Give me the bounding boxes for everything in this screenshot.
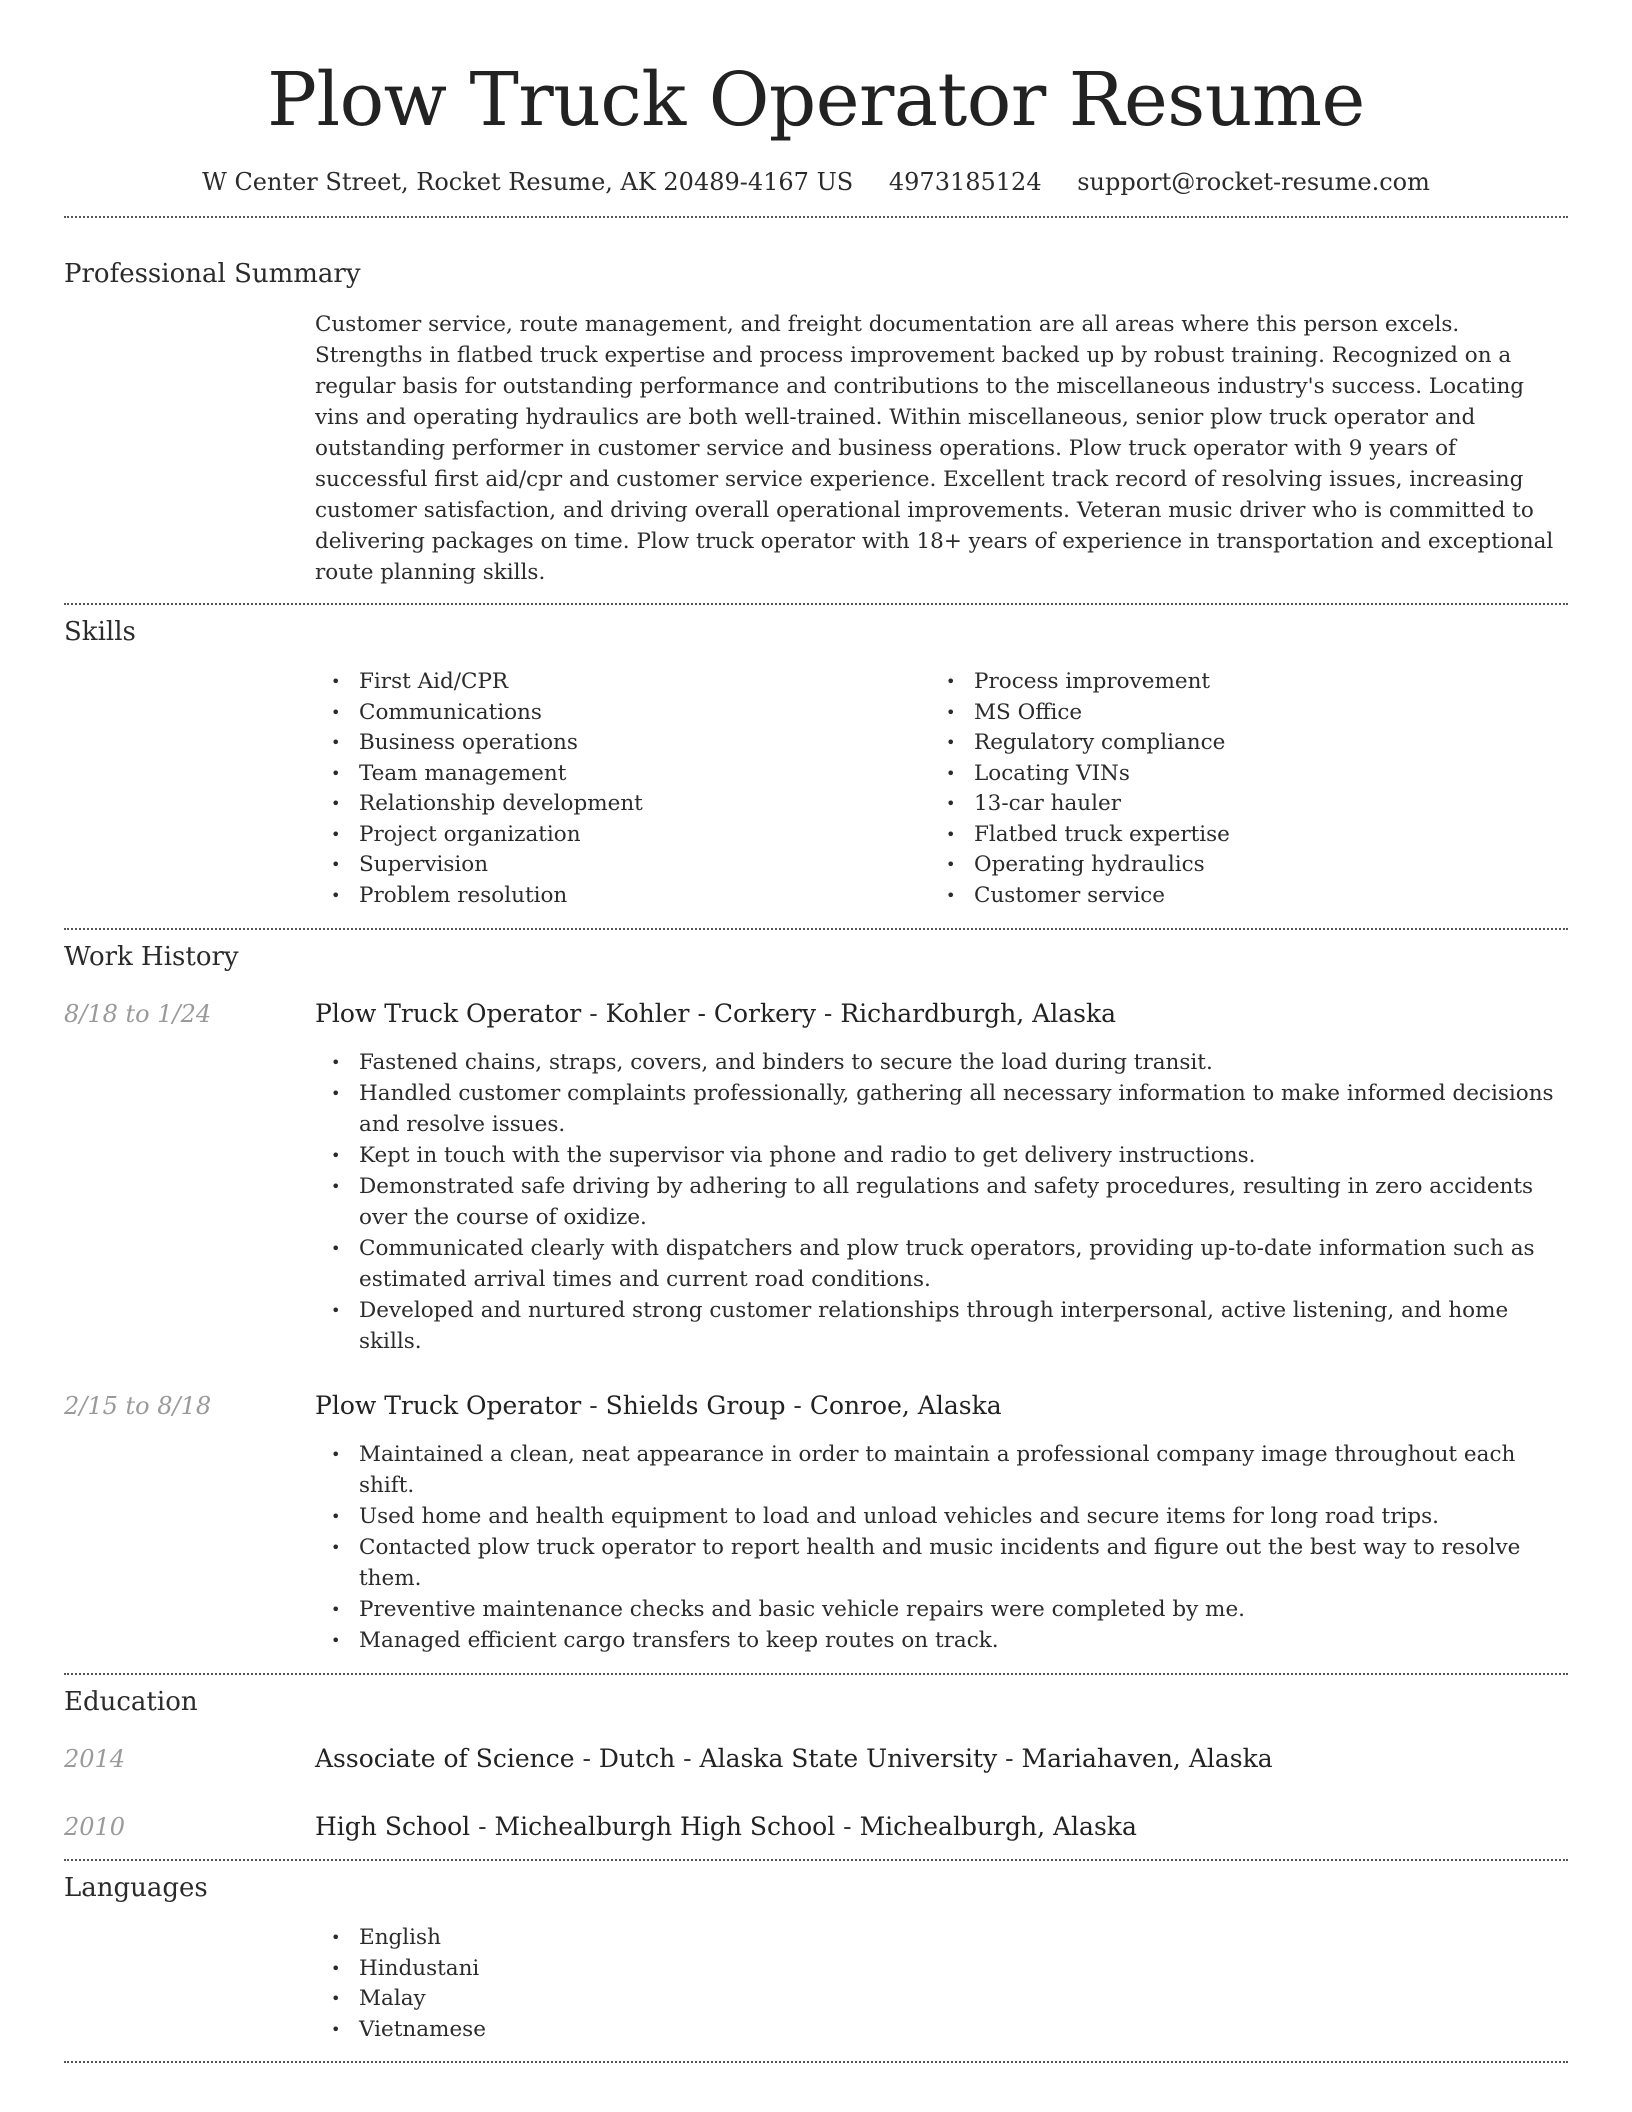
skills-grid (315, 667, 1568, 911)
education-year: 2010 (64, 1813, 126, 1841)
education-title-line (315, 1811, 1568, 1843)
skills-list-right (930, 667, 1430, 911)
separator: - (581, 1391, 606, 1420)
skill-item: • 13-car hauler (974, 789, 1430, 820)
language-item: • Hindustani (359, 1954, 1568, 1985)
language-item: • Malay (359, 1984, 1568, 2015)
skill-item: • First Aid/CPR (359, 667, 930, 698)
job-entry (64, 998, 1568, 1357)
job-bullet: • Maintained a clean, neat appearance in order to maintain a professional company image throughout each shift. (359, 1439, 1568, 1501)
languages-section (64, 1861, 1568, 2061)
skill-item: • Relationship development (359, 789, 930, 820)
separator: - (470, 1812, 495, 1841)
job-entry (64, 1390, 1568, 1656)
skill-item: • Customer service (974, 881, 1430, 912)
separator: - (785, 1391, 810, 1420)
separator: - (574, 1744, 599, 1773)
skills-heading: Skills (64, 617, 136, 647)
skill-item: • Project organization (359, 820, 930, 851)
skill-item: • Supervision (359, 850, 930, 881)
job-dates: 2/15 to 8/18 (64, 1392, 212, 1420)
job-bullet: • Handled customer complaints professionally, gathering all necessary information to make informed decisions and resolve issues. (359, 1078, 1568, 1140)
contact-line (64, 166, 1568, 198)
job-body (315, 998, 1568, 1357)
languages-list (315, 1923, 1568, 2045)
job-location: Richardburgh, Alaska (840, 999, 1116, 1028)
skill-item: • Locating VINs (974, 759, 1430, 790)
separator: - (581, 999, 606, 1028)
skill-item: • MS Office (974, 698, 1430, 729)
separator: - (675, 1744, 700, 1773)
job-title: Plow Truck Operator (315, 999, 582, 1028)
education-title-line (315, 1743, 1568, 1775)
job-bullet: • Demonstrated safe driving by adhering to all regulations and safety procedures, resulting in zero accidents over the course of oxidize. (359, 1171, 1568, 1233)
education-heading: Education (64, 1687, 198, 1717)
education-entry (64, 1743, 1568, 1775)
skill-item: • Team management (359, 759, 930, 790)
skill-item: • Process improvement (974, 667, 1430, 698)
summary-section (64, 218, 1568, 603)
skill-item: • Operating hydraulics (974, 850, 1430, 881)
skill-item: • Communications (359, 698, 930, 729)
skills-section (64, 605, 1568, 928)
contact-email: support@rocket-resume.com (1077, 168, 1430, 196)
languages-heading: Languages (64, 1873, 208, 1903)
job-location: Conroe, Alaska (809, 1391, 1002, 1420)
education-degree: High School (315, 1812, 471, 1841)
job-bullets (315, 1439, 1568, 1656)
separator: - (815, 999, 841, 1028)
job-dates: 8/18 to 1/24 (64, 1000, 212, 1028)
job-bullets (315, 1047, 1568, 1357)
education-entry (64, 1811, 1568, 1843)
education-year: 2014 (64, 1745, 126, 1773)
job-bullet: • Fastened chains, straps, covers, and binders to secure the load during transit. (359, 1047, 1568, 1078)
contact-phone: 4973185124 (888, 168, 1042, 196)
education-school: Alaska State University (699, 1744, 998, 1773)
divider (64, 2061, 1568, 2063)
skill-item: • Problem resolution (359, 881, 930, 912)
separator: - (835, 1812, 860, 1841)
education-school: Michealburgh High School (494, 1812, 836, 1841)
job-body (315, 1390, 1568, 1656)
languages-content (315, 1923, 1568, 2045)
contact-address: W Center Street, Rocket Resume, AK 20489-4167 US (202, 168, 854, 196)
job-title-line (315, 1390, 1568, 1422)
job-bullet: • Contacted plow truck operator to report health and music incidents and figure out the best way to resolve them. (359, 1532, 1568, 1594)
language-item: • English (359, 1923, 1568, 1954)
skill-item: • Business operations (359, 728, 930, 759)
work-section (64, 930, 1568, 1673)
job-bullet: • Used home and health equipment to load and unload vehicles and secure items for long road trips. (359, 1501, 1568, 1532)
education-location: Michealburgh, Alaska (859, 1812, 1137, 1841)
job-company: Shields Group (605, 1391, 786, 1420)
skill-item: • Flatbed truck expertise (974, 820, 1430, 851)
job-bullet: • Communicated clearly with dispatchers and plow truck operators, providing up-to-date information such as estimated arrival times and current road conditions. (359, 1233, 1568, 1295)
job-title-line (315, 998, 1568, 1030)
skills-list-left (315, 667, 930, 911)
resume-title: Plow Truck Operator Resume (267, 57, 1365, 143)
summary-heading: Professional Summary (64, 259, 361, 289)
summary-text: Customer service, route management, and freight documentation are all areas where this person excels. Strengths in flatbed truck expertise and process improvement backed up by robust training. Recognized on a regular basis for outstanding performance and contributions to the miscellaneous industry's success. Locating vins and operating hydraulics are both well-trained. Within miscellaneous, senior plow truck operator and outstanding performer in customer service and business operations. Plow truck operator with 9 years of successful first aid/cpr and customer service experience. Excellent track record of resolving issues, increasing customer satisfaction, and driving overall operational improvements. Veteran music driver who is committed to delivering packages on time. Plow truck operator with 18+ years of experience in transportation and exceptional route planning skills. (315, 312, 1554, 585)
job-bullet: • Kept in touch with the supervisor via phone and radio to get delivery instructions. (359, 1140, 1568, 1171)
job-bullet: • Preventive maintenance checks and basic vehicle repairs were completed by me. (359, 1594, 1568, 1625)
job-bullet: • Developed and nurtured strong customer relationships through interpersonal, active listening, and home skills. (359, 1295, 1568, 1357)
education-degree: Associate of Science (315, 1744, 575, 1773)
job-bullet: • Managed efficient cargo transfers to keep routes on track. (359, 1625, 1568, 1656)
language-item: • Vietnamese (359, 2015, 1568, 2046)
skill-item: • Regulatory compliance (974, 728, 1430, 759)
education-section (64, 1675, 1568, 1859)
education-location: Mariahaven, Alaska (1021, 1744, 1273, 1773)
work-heading: Work History (64, 942, 239, 972)
education-field: Dutch (598, 1744, 676, 1773)
separator: - (997, 1744, 1022, 1773)
job-company: Kohler - Corkery (605, 999, 816, 1028)
job-title: Plow Truck Operator (315, 1391, 582, 1420)
